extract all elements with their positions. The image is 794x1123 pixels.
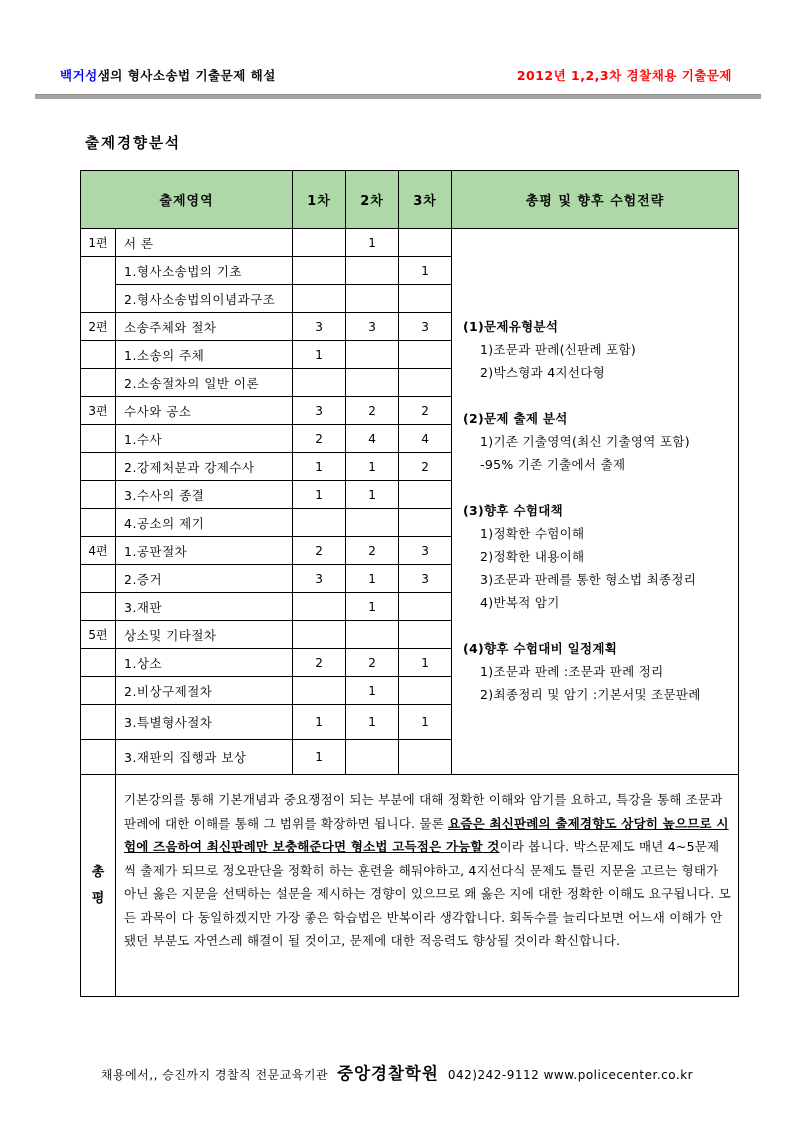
strategy-item: 3)조문과 판례를 통한 형소법 최종정리	[480, 572, 697, 587]
round2-count-cell: 4	[346, 425, 399, 453]
part-number-cell: 3편	[81, 397, 116, 425]
summary-label-cell	[81, 775, 116, 997]
part-number-cell	[81, 369, 116, 397]
topic-name-cell: 서 론	[116, 229, 293, 257]
part-number-cell	[81, 649, 116, 677]
round1-count-cell	[293, 229, 346, 257]
summary-text-cell	[116, 775, 739, 997]
round2-count-cell: 1	[346, 705, 399, 740]
table-header-row	[81, 171, 739, 229]
round3-count-cell: 1	[399, 649, 452, 677]
strategy-item: 1)정확한 수험이해	[480, 526, 585, 541]
round1-count-cell	[293, 593, 346, 621]
round3-count-cell	[399, 740, 452, 775]
footer-tagline: 채용에서,, 승진까지 경찰직 전문교육기관	[100, 1068, 329, 1082]
round1-count-cell	[293, 621, 346, 649]
topic-name-cell: 상소및 기타절차	[116, 621, 293, 649]
round1-count-cell	[293, 285, 346, 313]
round1-count-cell: 1	[293, 341, 346, 369]
round2-count-cell: 1	[346, 453, 399, 481]
strategy-item: 4)반복적 암기	[480, 595, 560, 610]
summary-text-emphasis: 요즘은 최신판례의 출제경향도 상당히 높으므로 시험에 즈음하여 최신판례만 보충해준다면 형소법 고득점은 가능할 것	[124, 815, 729, 854]
strategy-group-title: (4)향후 수험대비 일정계획	[463, 641, 618, 656]
strategy-group-title: (3)향후 수험대책	[463, 503, 563, 518]
column-header-area: 출제영역	[81, 171, 293, 229]
round2-count-cell: 1	[346, 481, 399, 509]
topic-name-cell: 2.형사소송법의이념과구조	[116, 285, 293, 313]
round2-count-cell: 1	[346, 565, 399, 593]
footer-contact: 042)242-9112 www.policecenter.co.kr	[447, 1068, 694, 1082]
topic-name-cell: 2.비상구제절차	[116, 677, 293, 705]
part-number-cell	[81, 677, 116, 705]
summary-row	[81, 775, 739, 997]
column-header-round1: 1차	[293, 171, 346, 229]
strategy-group	[463, 315, 732, 384]
round2-count-cell	[346, 369, 399, 397]
round3-count-cell	[399, 593, 452, 621]
part-number-cell	[81, 509, 116, 537]
topic-name-cell: 2.증거	[116, 565, 293, 593]
round2-count-cell: 2	[346, 649, 399, 677]
strategy-item: -95% 기존 기출에서 출제	[480, 457, 626, 472]
round3-count-cell	[399, 341, 452, 369]
round1-count-cell	[293, 677, 346, 705]
round2-count-cell: 2	[346, 397, 399, 425]
strategy-group-title: (2)문제 출제 분석	[463, 411, 568, 426]
round3-count-cell	[399, 509, 452, 537]
round2-count-cell	[346, 740, 399, 775]
header-divider-rule	[35, 94, 761, 99]
round1-count-cell: 1	[293, 705, 346, 740]
round3-count-cell: 3	[399, 537, 452, 565]
round1-count-cell: 3	[293, 565, 346, 593]
topic-name-cell: 1.공판절차	[116, 537, 293, 565]
summary-text-after: 이라 봅니다. 박스문제도 매년 4~5문제씩 출제가 되므로 정오판단을 정확히 하는 훈련을 해둬야하고, 4지선다식 문제도 틀린 지문을 고르는 형태가 아닌 옳은 지문을 선택하는 설문을 제시하는 경향이 있으므로 왜 옳은 지에 대한 정확한 이해도 요구됩니다. 모든 과목이 다 동일하겠지만 가장 좋은 학습법은 반복이라 생각합니다. 회독수를 늘리다보면 어느새 이해가 안됐던 부분도 자연스레 해결이 될 것이고, 문제에 대한 적응력도 향상될 것이라 확신합니다.	[124, 839, 731, 948]
page-title: 출제경향분석	[85, 136, 182, 152]
round3-count-cell	[399, 677, 452, 705]
part-number-cell	[81, 705, 116, 740]
round3-count-cell: 1	[399, 705, 452, 740]
part-number-cell: 4편	[81, 537, 116, 565]
exam-analysis-table	[80, 170, 739, 997]
round1-count-cell: 3	[293, 397, 346, 425]
analysis-table-wrapper	[80, 170, 739, 997]
round2-count-cell	[346, 621, 399, 649]
table-row	[81, 229, 739, 257]
part-number-cell	[81, 565, 116, 593]
round2-count-cell: 2	[346, 537, 399, 565]
exam-session-label: 2012년 1,2,3차 경찰채용 기출문제	[516, 68, 732, 83]
author-name-highlight: 백거성	[60, 68, 98, 83]
part-number-cell	[81, 453, 116, 481]
column-header-strategy: 총평 및 향후 수험전략	[452, 171, 739, 229]
round1-count-cell	[293, 509, 346, 537]
topic-name-cell: 1.상소	[116, 649, 293, 677]
document-subtitle: 샘의 형사소송법 기출문제 해설	[97, 68, 276, 83]
topic-name-cell: 4.공소의 제기	[116, 509, 293, 537]
round2-count-cell: 3	[346, 313, 399, 341]
strategy-group-title: (1)문제유형분석	[463, 319, 559, 334]
round1-count-cell	[293, 369, 346, 397]
round3-count-cell: 2	[399, 397, 452, 425]
part-number-cell	[81, 593, 116, 621]
strategy-group	[463, 499, 732, 614]
part-number-cell: 2편	[81, 313, 116, 341]
part-number-cell	[81, 341, 116, 369]
strategy-item: 1)조문과 판례(신판례 포함)	[480, 342, 637, 357]
part-number-cell	[81, 257, 116, 313]
topic-name-cell: 1.형사소송법의 기초	[116, 257, 293, 285]
round2-count-cell	[346, 257, 399, 285]
round1-count-cell: 2	[293, 649, 346, 677]
strategy-group	[463, 407, 732, 476]
round3-count-cell	[399, 481, 452, 509]
round3-count-cell	[399, 369, 452, 397]
round2-count-cell	[346, 285, 399, 313]
round2-count-cell: 1	[346, 677, 399, 705]
round1-count-cell: 1	[293, 481, 346, 509]
round2-count-cell: 1	[346, 229, 399, 257]
round2-count-cell	[346, 341, 399, 369]
topic-name-cell: 소송주체와 절차	[116, 313, 293, 341]
strategy-cell	[452, 229, 739, 775]
round3-count-cell	[399, 621, 452, 649]
column-header-round2: 2차	[346, 171, 399, 229]
round1-count-cell	[293, 257, 346, 285]
summary-label: 총평	[91, 864, 105, 906]
round1-count-cell: 3	[293, 313, 346, 341]
part-number-cell: 1편	[81, 229, 116, 257]
document-header	[60, 66, 732, 84]
part-number-cell: 5편	[81, 621, 116, 649]
part-number-cell	[81, 481, 116, 509]
round3-count-cell: 2	[399, 453, 452, 481]
topic-name-cell: 3.재판의 집행과 보상	[116, 740, 293, 775]
strategy-item: 2)최종정리 및 암기 :기본서및 조문판례	[480, 687, 701, 702]
round3-count-cell: 3	[399, 313, 452, 341]
strategy-group	[463, 637, 732, 706]
topic-name-cell: 3.재판	[116, 593, 293, 621]
round1-count-cell: 2	[293, 425, 346, 453]
topic-name-cell: 3.특별형사절차	[116, 705, 293, 740]
round3-count-cell: 1	[399, 257, 452, 285]
academy-name: 중앙경찰학원	[337, 1064, 439, 1083]
round1-count-cell: 1	[293, 740, 346, 775]
round3-count-cell	[399, 229, 452, 257]
document-footer	[0, 1060, 794, 1084]
topic-name-cell: 1.소송의 주체	[116, 341, 293, 369]
strategy-item: 1)기존 기출영역(최신 기출영역 포함)	[480, 434, 690, 449]
part-number-cell	[81, 740, 116, 775]
topic-name-cell: 1.수사	[116, 425, 293, 453]
strategy-item: 2)정확한 내용이해	[480, 549, 585, 564]
column-header-round3: 3차	[399, 171, 452, 229]
part-number-cell	[81, 425, 116, 453]
round3-count-cell: 4	[399, 425, 452, 453]
topic-name-cell: 3.수사의 종결	[116, 481, 293, 509]
round1-count-cell: 1	[293, 453, 346, 481]
round3-count-cell	[399, 285, 452, 313]
summary-text-before: 기본강의를 통해 기본개념과 중요쟁점이 되는 부분에 대해 정확한 이해와 암기를 요하고, 특강을 통해 조문과 판례에 대한 이해를 통해 그 범위를 확장하면 됩니다. 물론	[124, 792, 723, 831]
topic-name-cell: 2.소송절차의 일반 이론	[116, 369, 293, 397]
round2-count-cell: 1	[346, 593, 399, 621]
topic-name-cell: 수사와 공소	[116, 397, 293, 425]
round3-count-cell: 3	[399, 565, 452, 593]
strategy-item: 2)박스형과 4지선다형	[480, 365, 605, 380]
topic-name-cell: 2.강제처분과 강제수사	[116, 453, 293, 481]
round1-count-cell: 2	[293, 537, 346, 565]
round2-count-cell	[346, 509, 399, 537]
strategy-item: 1)조문과 판례 :조문과 판례 정리	[480, 664, 664, 679]
